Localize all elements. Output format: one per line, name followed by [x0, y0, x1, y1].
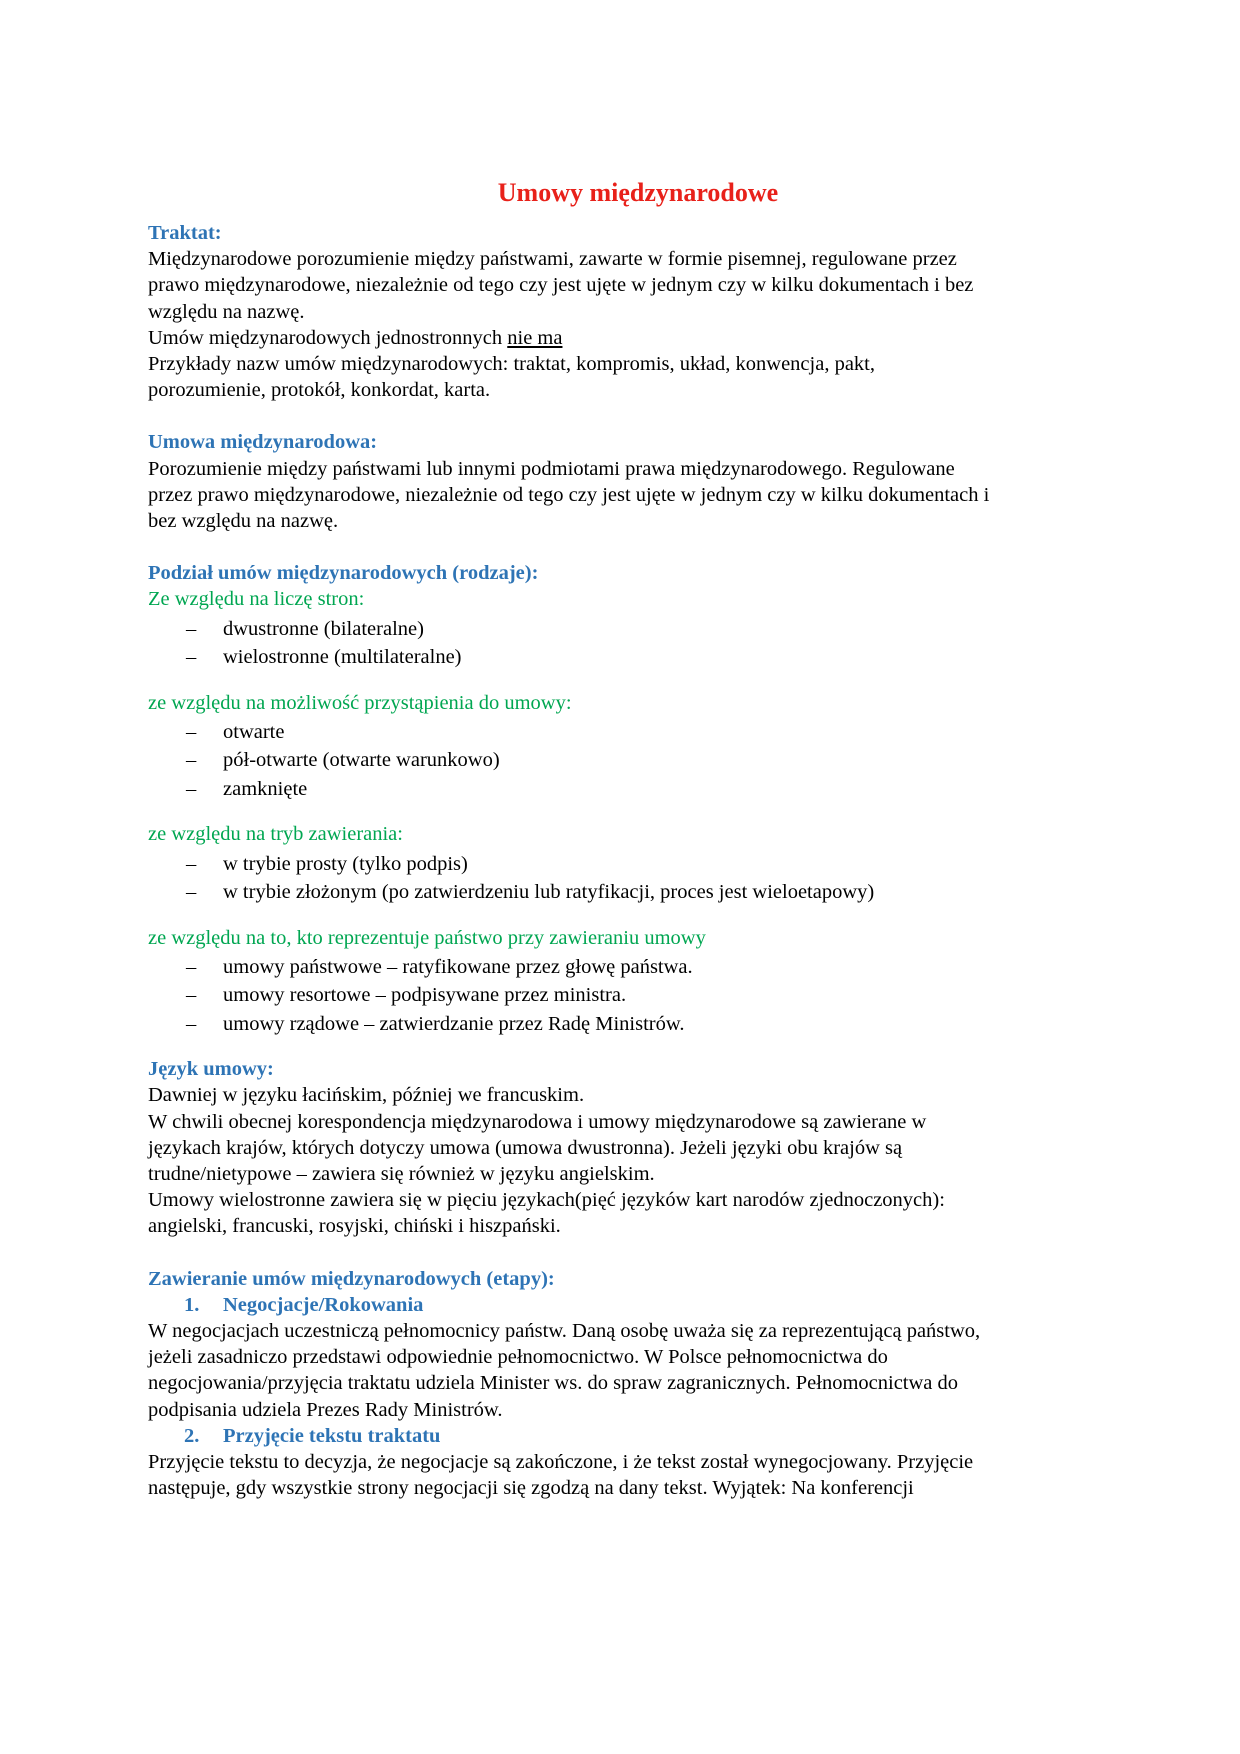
paragraph-line: przez prawo międzynarodowe, niezależnie od tego czy jest ujęte w jednym czy w kilku dokumentach i: [148, 483, 990, 506]
section-umowa: [148, 429, 1098, 534]
spacer: [148, 1038, 1098, 1056]
paragraph-line: negocjowania/przyjęcia traktatu udziela Minister ws. do spraw zagranicznych. Pełnomocnictwa do: [148, 1372, 959, 1395]
paragraph-line: Umowy wielostronne zawiera się w pięciu językach(pięć języków kart narodów zjednoczonych):: [148, 1189, 945, 1212]
dash-list: [148, 718, 1098, 804]
dash-list: [148, 615, 1098, 672]
paragraph-line: angielski, francuski, rosyjski, chiński i hiszpański.: [148, 1215, 561, 1238]
list-item: [148, 643, 1098, 672]
dash-marker: –: [186, 1012, 197, 1035]
step-title: Przyjęcie tekstu traktatu: [223, 1424, 441, 1447]
document-title: Umowy międzynarodowe: [497, 178, 779, 207]
list-item-text: umowy rządowe – zatwierdzanie przez Radę Ministrów.: [223, 1012, 685, 1035]
section-podzial: [148, 560, 1098, 1038]
step-number: 1.: [184, 1293, 200, 1316]
spacer: [148, 403, 1098, 429]
list-item-text: w trybie prosty (tylko podpis): [223, 852, 468, 875]
document-page: [148, 176, 1098, 1502]
list-item: [148, 1010, 1098, 1039]
paragraph-line: bez względu na nazwę.: [148, 510, 339, 533]
list-item: [148, 981, 1098, 1010]
step-heading: [148, 1423, 1098, 1449]
group-label: ze względu na możliwość przystąpienia do umowy:: [148, 691, 572, 714]
dash-marker: –: [186, 617, 197, 640]
paragraph-line: podpisania udziela Prezes Rady Ministrów.: [148, 1398, 503, 1421]
list-item: [148, 746, 1098, 775]
dash-marker: –: [186, 749, 197, 772]
paragraph-line: W chwili obecnej korespondencja międzynarodowa i umowy międzynarodowe są zawierane w: [148, 1110, 927, 1133]
step-heading: [148, 1292, 1098, 1318]
dash-marker: –: [186, 852, 197, 875]
list-item-text: umowy resortowe – podpisywane przez ministra.: [223, 984, 627, 1007]
group-label: ze względu na tryb zawierania:: [148, 823, 403, 846]
paragraph-line: trudne/nietypowe – zawiera się również w języku angielskim.: [148, 1163, 655, 1186]
section-heading: Traktat:: [148, 222, 222, 244]
dash-marker: –: [186, 984, 197, 1007]
section-jezyk: [148, 1056, 1098, 1239]
step-title: Negocjacje/Rokowania: [223, 1293, 424, 1316]
spacer: [148, 534, 1098, 560]
section-heading: Umowa międzynarodowa:: [148, 431, 378, 454]
spacer: [148, 672, 1098, 690]
paragraph-line: jeżeli zasadniczo przedstawi odpowiednie pełnomocnictwo. W Polsce pełnomocnictwa do: [148, 1346, 888, 1369]
paragraph-line: Przyjęcie tekstu to decyzja, że negocjacje są zakończone, i że tekst został wynegocjowany. Przyjęcie: [148, 1451, 974, 1474]
paragraph-line: Międzynarodowe porozumienie między państwami, zawarte w formie pisemnej, regulowane przez: [148, 248, 957, 271]
dash-marker: –: [186, 955, 197, 978]
paragraph-line: [148, 325, 1098, 351]
group-label: Ze względu na liczę stron:: [148, 588, 365, 611]
dash-list: [148, 850, 1098, 907]
list-item-text: w trybie złożonym (po zatwierdzeniu lub ratyfikacji, proces jest wieloetapowy): [223, 881, 875, 904]
list-item: [148, 718, 1098, 747]
section-heading: Zawieranie umów międzynarodowych (etapy):: [148, 1267, 555, 1290]
dash-list: [148, 953, 1098, 1039]
paragraph-line: Przykłady nazw umów międzynarodowych: traktat, kompromis, układ, konwencja, pakt,: [148, 353, 875, 376]
step-number: 2.: [184, 1424, 200, 1447]
paragraph-line: językach krajów, których dotyczy umowa (umowa dwustronna). Jeżeli języki obu krajów są: [148, 1136, 903, 1159]
spacer: [148, 803, 1098, 821]
paragraph-line: Dawniej w języku łacińskim, później we francuskim.: [148, 1084, 585, 1107]
section-zawieranie: [148, 1266, 1098, 1502]
dash-marker: –: [186, 646, 197, 669]
dash-marker: –: [186, 720, 197, 743]
paragraph-line: porozumienie, protokół, konkordat, karta.: [148, 379, 491, 402]
text-span: Umów międzynarodowych jednostronnych: [148, 326, 508, 349]
paragraph-line: prawo międzynarodowe, niezależnie od tego czy jest ujęte w jednym czy w kilku dokumentach i bez: [148, 274, 974, 297]
list-item-text: otwarte: [223, 720, 285, 743]
dash-marker: –: [186, 881, 197, 904]
list-item-text: zamknięte: [223, 777, 308, 800]
list-item: [148, 850, 1098, 879]
list-item-text: pół-otwarte (otwarte warunkowo): [223, 749, 500, 772]
section-traktat: [148, 220, 1098, 403]
group-label: ze względu na to, kto reprezentuje państwo przy zawieraniu umowy: [148, 926, 706, 949]
paragraph-line: Porozumienie między państwami lub innymi podmiotami prawa międzynarodowego. Regulowane: [148, 457, 955, 480]
paragraph-line: następuje, gdy wszystkie strony negocjacji się zgodzą na dany tekst. Wyjątek: Na konferencji: [148, 1477, 914, 1500]
section-heading: Język umowy:: [148, 1058, 274, 1081]
underlined-text: nie ma: [507, 326, 563, 349]
spacer: [148, 907, 1098, 925]
list-item: [148, 953, 1098, 982]
paragraph-line: W negocjacjach uczestniczą pełnomocnicy państw. Daną osobę uważa się za reprezentującą państwo,: [148, 1320, 981, 1343]
list-item-text: dwustronne (bilateralne): [223, 617, 424, 640]
list-item: [148, 775, 1098, 804]
list-item: [148, 878, 1098, 907]
dash-marker: –: [186, 777, 197, 800]
section-heading: Podział umów międzynarodowych (rodzaje):: [148, 562, 539, 585]
spacer: [148, 1240, 1098, 1266]
list-item-text: umowy państwowe – ratyfikowane przez głowę państwa.: [223, 955, 693, 978]
list-item: [148, 615, 1098, 644]
paragraph-line: względu na nazwę.: [148, 300, 305, 323]
list-item-text: wielostronne (multilateralne): [223, 646, 462, 669]
